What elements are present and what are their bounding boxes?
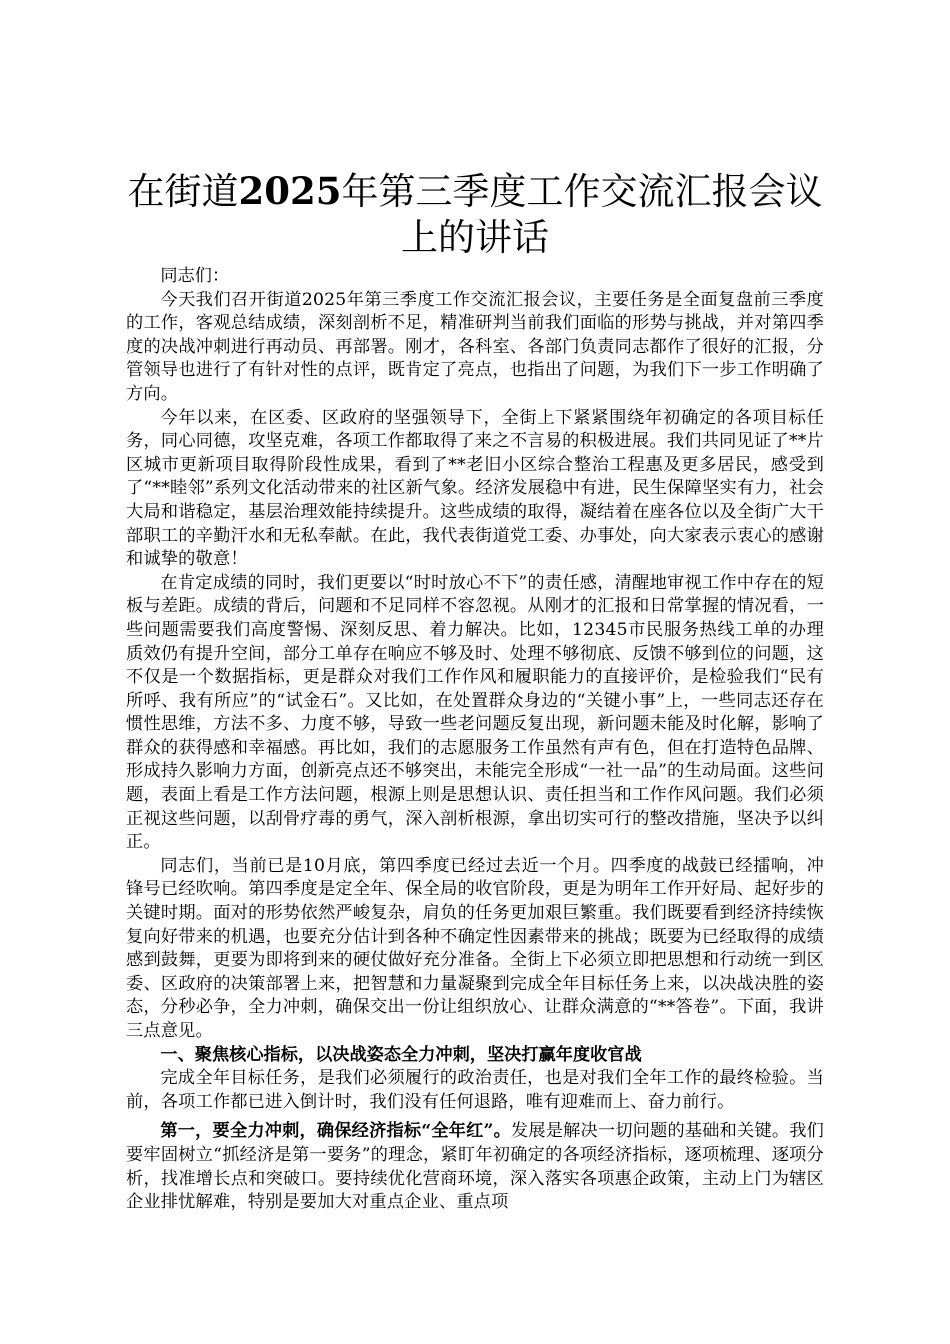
point-1-text: 发展是解决一切问题的基础和关键。我们要牢固树立“抓经济是第一要务”的理念，紧盯年初确定的各项经济指标，逐项梳理、逐项分析，找准增长点和突破口。要持续优化营商环境，深入落实各项惠企政策，主动上门为辖区企业排忧解难，特别是要加大对重点企业、重点项 xyxy=(126,1121,824,1213)
title-year: 2025 xyxy=(238,169,342,213)
document-title xyxy=(126,168,824,261)
paragraph-2: 今年以来，在区委、区政府的坚强领导下，全街上下紧紧围绕年初确定的各项目标任务，同心同德，攻坚克难，各项工作都取得了来之不言易的积极进展。我们共同见证了**片区城市更新项目取得阶段性成果，看到了**老旧小区综合整治工程惠及更多居民，感受到了“**睦邻”系列文化活动带来的社区新气象。经济发展稳中有进，民生保障坚实有力，社会大局和谐稳定，基层治理效能持续提升。这些成绩的取得，凝结着在座各位以及全街广大干部职工的辛勤汗水和无私奉献。在此，我代表街道党工委、办事处，向大家表示衷心的感谢和诚挚的敬意！ xyxy=(126,407,824,570)
section-heading-1: 一、聚焦核心指标，以决战姿态全力冲刺，坚决打赢年度收官战 xyxy=(160,1044,642,1065)
greeting: 同志们： xyxy=(160,266,230,286)
point-1-lead: 第一，要全力冲刺，确保经济指标“全年红”。 xyxy=(160,1121,511,1142)
document-body xyxy=(126,168,824,1215)
title-suffix: 年第三季度工作交流汇报会议上的讲话 xyxy=(341,170,823,259)
section-1-point-1 xyxy=(126,1120,824,1214)
title-prefix: 在街道 xyxy=(127,170,239,213)
paragraph-1: 今天我们召开街道2025年第三季度工作交流汇报会议，主要任务是全面复盘前三季度的工作，客观总结成绩，深刻剖析不足，精准研判当前我们面临的形势与挑战，并对第四季度的决战冲刺进行再动员、再部署。刚才，各科室、各部门负责同志都作了很好的汇报，分管领导也进行了有针对性的点评，既肯定了亮点，也指出了问题，为我们下一步工作明确了方向。 xyxy=(126,289,824,404)
section-1-intro: 完成全年目标任务，是我们必须履行的政治责任，也是对我们全年工作的最终检验。当前，各项工作都已进入倒计时，我们没有任何退路，唯有迎难而上、奋力前行。 xyxy=(126,1068,824,1112)
paragraph-3: 在肯定成绩的同时，我们更要以“时时放心不下”的责任感，清醒地审视工作中存在的短板与差距。成绩的背后，问题和不足同样不容忽视。从刚才的汇报和日常掌握的情况看，一些问题需要我们高度警惕、深刻反思、着力解决。比如，12345市民服务热线工单的办理质效仍有提升空间，部分工单存在响应不够及时、处理不够彻底、反馈不够到位的问题，这不仅是一个数据指标，更是群众对我们工作作风和履职能力的直接评价，是检验我们“民有所呼、我有所应”的“试金石”。又比如，在处置群众身边的“关键小事”上，一些同志还存在惯性思维，方法不多、力度不够，导致一些老问题反复出现，新问题未能及时化解，影响了群众的获得感和幸福感。再比如，我们的志愿服务工作虽然有声有色，但在打造特色品牌、形成持久影响力方面，创新亮点还不够突出，未能完全形成“一社一品”的生动局面。这些问题，表面上看是工作方法问题，根源上则是思想认识、责任担当和工作作风问题。我们必须正视这些问题，以刮骨疗毒的勇气，深入剖析根源，拿出切实可行的整改措施，坚决予以纠正。 xyxy=(126,572,824,853)
paragraph-4: 同志们，当前已是10月底，第四季度已经过去近一个月。四季度的战鼓已经擂响，冲锋号已经吹响。第四季度是定全年、保全局的收官阶段，更是为明年工作开好局、起好步的关键时期。面对的形势依然严峻复杂，肩负的任务更加艰巨繁重。我们既要看到经济持续恢复向好带来的机遇，也要充分估计到各种不确定性因素带来的挑战；既要为已经取得的成绩感到鼓舞，更要为即将到来的硬仗做好充分准备。全街上下必须立即把思想和行动统一到区委、区政府的决策部署上来，把智慧和力量凝聚到完成全年目标任务上来，以决战决胜的姿态，分秒必争，全力冲刺，确保交出一份让组织放心、让群众满意的“**答卷”。下面，我讲三点意见。 xyxy=(126,855,824,1041)
